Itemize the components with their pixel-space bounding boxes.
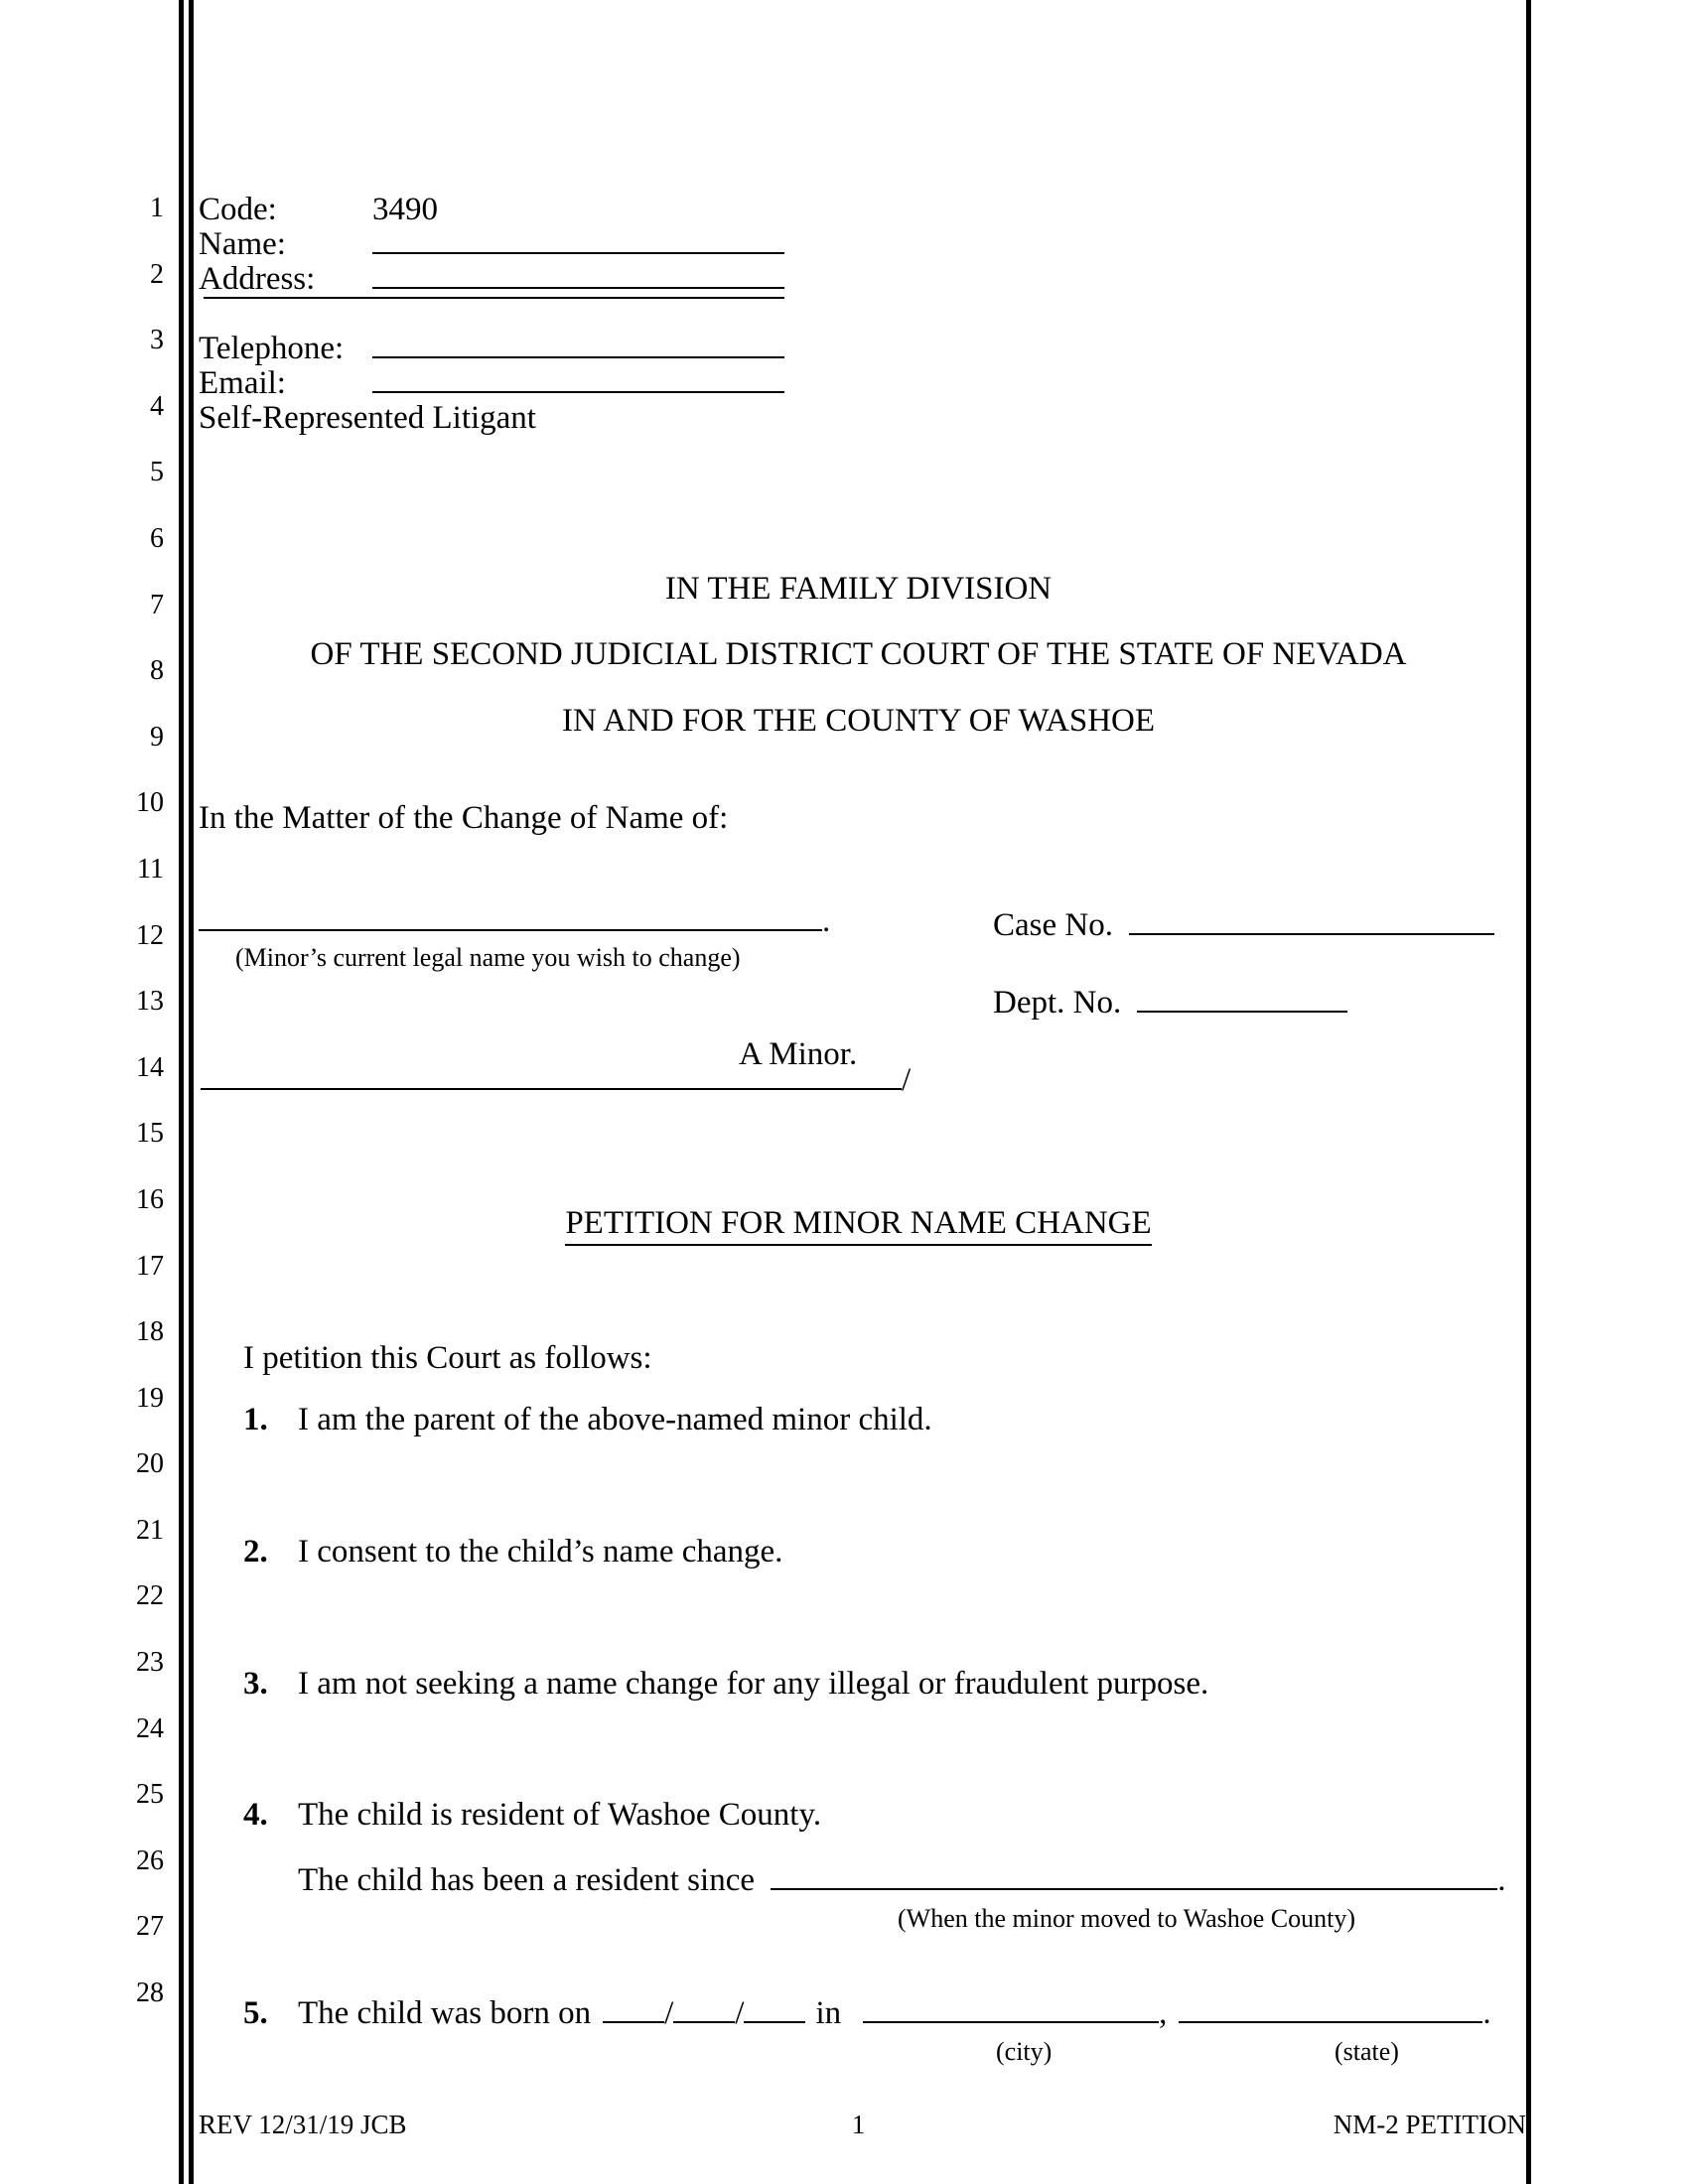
footer-page-number: 1 xyxy=(851,2110,866,2139)
address-field-blank-2[interactable] xyxy=(204,297,784,299)
item-5-text: The child was born on xyxy=(298,1995,592,2031)
self-represented-row xyxy=(199,401,834,436)
a-minor-label: A Minor. xyxy=(739,1036,858,1072)
city-hint: (city) xyxy=(996,2037,1053,2066)
line-number: 18 xyxy=(136,1316,164,1348)
line-number: 8 xyxy=(150,655,164,687)
line-number: 24 xyxy=(136,1712,164,1744)
residence-sentence: The child has been a resident since xyxy=(298,1862,755,1898)
petition-title: PETITION FOR MINOR NAME CHANGE xyxy=(565,1205,1151,1246)
address-field-blank[interactable] xyxy=(372,287,784,289)
line-number: 11 xyxy=(137,853,164,885)
line-number: 10 xyxy=(136,787,164,819)
line-number-column xyxy=(94,176,164,2027)
line-number: 21 xyxy=(136,1514,164,1546)
court-name-line: OF THE SECOND JUDICIAL DISTRICT COURT OF THE STATE OF NEVADA xyxy=(310,636,1407,672)
item-5-line xyxy=(298,1993,1491,2033)
court-county-line: IN AND FOR THE COUNTY OF WASHOE xyxy=(561,703,1156,739)
item-2-number: 2. xyxy=(243,1534,268,1570)
name-field-blank[interactable] xyxy=(372,252,784,254)
petition-item-2 xyxy=(243,1532,782,1571)
line-number: 7 xyxy=(150,589,164,620)
minor-name-hint: (Minor’s current legal name you wish to change) xyxy=(235,943,741,972)
residence-period: . xyxy=(1497,1862,1506,1898)
line-number: 25 xyxy=(136,1779,164,1811)
line-number: 22 xyxy=(136,1580,164,1612)
name-row xyxy=(199,227,834,262)
line-number: 16 xyxy=(136,1183,164,1215)
birth-month-blank[interactable] xyxy=(603,2021,664,2023)
self-represented-label: Self-Represented Litigant xyxy=(199,400,536,436)
residence-line xyxy=(298,1860,1506,1900)
court-division-line: IN THE FAMILY DIVISION xyxy=(664,571,1053,607)
item-2-text: I consent to the child’s name change. xyxy=(298,1534,783,1570)
line-number: 2 xyxy=(150,258,164,290)
petition-item-4 xyxy=(243,1795,821,1835)
caption-divider-rule xyxy=(201,1088,902,1090)
caption-divider-line xyxy=(201,1060,911,1100)
line-number: 23 xyxy=(136,1647,164,1679)
telephone-row xyxy=(199,332,834,366)
code-value: 3490 xyxy=(372,192,438,227)
case-no-label: Case No. xyxy=(993,907,1113,943)
birth-city-blank[interactable] xyxy=(863,2021,1159,2023)
item-4-number: 4. xyxy=(243,1797,268,1833)
minor-name-blank[interactable] xyxy=(199,929,822,931)
right-margin-rule xyxy=(1526,0,1531,2184)
line-number: 14 xyxy=(136,1051,164,1083)
case-no-line xyxy=(993,905,1494,945)
dept-no-line xyxy=(993,983,1347,1023)
address-row-2 xyxy=(199,297,834,332)
birth-period: . xyxy=(1482,1995,1491,2031)
filer-info-block xyxy=(199,193,834,436)
line-number: 1 xyxy=(150,193,164,223)
petition-intro: I petition this Court as follows: xyxy=(243,1340,652,1376)
footer-revision: REV 12/31/19 JCB xyxy=(199,2110,407,2139)
residence-hint: (When the minor moved to Washoe County) xyxy=(898,1904,1356,1933)
caption-divider-slash: / xyxy=(902,1062,912,1098)
birth-state-blank[interactable] xyxy=(1179,2021,1482,2023)
name-field-label: Name: xyxy=(199,226,286,262)
code-label: Code: xyxy=(199,192,277,227)
line-number: 3 xyxy=(150,325,164,356)
minor-name-line xyxy=(199,901,830,941)
email-field-label: Email: xyxy=(199,365,286,401)
telephone-field-blank[interactable] xyxy=(372,356,784,358)
line-number: 28 xyxy=(136,1978,164,2009)
residence-since-blank[interactable] xyxy=(771,1888,1497,1890)
birth-year-blank[interactable] xyxy=(744,2021,805,2023)
line-number: 17 xyxy=(136,1250,164,1282)
birth-separator-1: / xyxy=(664,1995,674,2031)
left-margin-rule-outer xyxy=(179,0,184,2184)
telephone-field-label: Telephone: xyxy=(199,331,345,366)
line-number: 15 xyxy=(136,1118,164,1150)
address-row xyxy=(199,262,834,297)
petition-item-1 xyxy=(243,1400,932,1439)
line-number: 19 xyxy=(136,1382,164,1414)
birth-day-blank[interactable] xyxy=(673,2021,735,2023)
address-field-label: Address: xyxy=(199,261,316,297)
line-number: 9 xyxy=(150,721,164,752)
petition-item-3 xyxy=(243,1664,1208,1704)
line-number: 13 xyxy=(136,986,164,1018)
line-number: 5 xyxy=(150,457,164,488)
item-5-number: 5. xyxy=(243,1995,268,2031)
minor-name-period: . xyxy=(822,903,831,939)
item-1-text: I am the parent of the above-named minor child. xyxy=(298,1402,932,1437)
birth-comma: , xyxy=(1159,1995,1168,2031)
line-number: 12 xyxy=(136,919,164,951)
line-number: 6 xyxy=(150,522,164,554)
line-number: 26 xyxy=(136,1844,164,1876)
state-hint: (state) xyxy=(1335,2037,1399,2066)
line-number: 20 xyxy=(136,1448,164,1480)
case-no-blank[interactable] xyxy=(1129,933,1494,935)
email-row xyxy=(199,366,834,401)
item-4-text: The child is resident of Washoe County. xyxy=(298,1797,822,1833)
email-field-blank[interactable] xyxy=(372,391,784,393)
line-number: 4 xyxy=(150,390,164,422)
caption-matter-line: In the Matter of the Change of Name of: xyxy=(199,800,729,836)
petition-title-line xyxy=(191,1203,1526,1243)
born-in-word: in xyxy=(815,1995,842,2031)
birth-separator-2: / xyxy=(735,1995,745,2031)
item-3-text: I am not seeking a name change for any illegal or fraudulent purpose. xyxy=(298,1666,1209,1702)
petition-item-5 xyxy=(243,1993,1491,2033)
left-margin-rule-inner xyxy=(189,0,194,2184)
footer-form-number: NM-2 PETITION xyxy=(1333,2110,1526,2139)
item-1-number: 1. xyxy=(243,1402,268,1437)
line-number: 27 xyxy=(136,1911,164,1943)
code-row xyxy=(199,193,834,227)
dept-no-blank[interactable] xyxy=(1137,1011,1347,1013)
item-3-number: 3. xyxy=(243,1666,268,1702)
dept-no-label: Dept. No. xyxy=(993,985,1122,1021)
